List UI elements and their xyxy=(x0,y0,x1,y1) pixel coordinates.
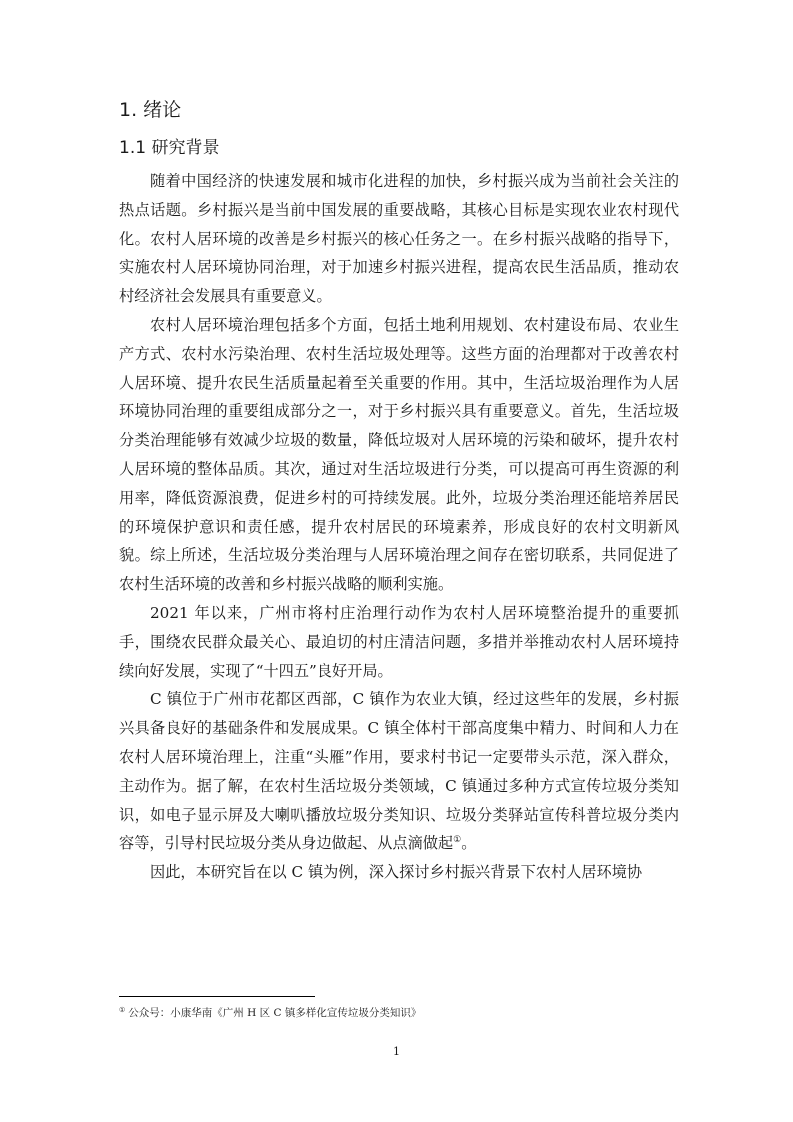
paragraph-5: 因此，本研究旨在以 C 镇为例，深入探讨乡村振兴背景下农村人居环境协 xyxy=(150,863,643,882)
footnote xyxy=(119,1005,421,1021)
paragraph-4-text: C 镇位于广州市花都区西部，C 镇作为农业大镇，经过这些年的发展，乡村振兴具备良好的基础条件和发展成果。C 镇全体村干部高度集中精力、时间和人力在农村人居环境治理上，注重“头雁”作用，要求村书记一定要带头示范，深入群众，主动作为。据了解，在农村生活垃圾分类领域，C 镇通过多种方式宣传垃圾分类知识，如电子显示屏及大喇叭播放垃圾分类知识、垃圾分类驿站宣传科普垃圾分类内容等，引导村民垃圾分类从身边做起、从点滴做起 xyxy=(119,690,679,853)
body-text xyxy=(119,167,679,887)
paragraph-2: 农村人居环境治理包括多个方面，包括土地利用规划、农村建设布局、农业生产方式、农村水污染治理、农村生活垃圾处理等。这些方面的治理都对于改善农村人居环境、提升农民生活质量起着至关重要的作用。其中，生活垃圾治理作为人居环境协同治理的重要组成部分之一，对于乡村振兴具有重要意义。首先，生活垃圾分类治理能够有效减少垃圾的数量，降低垃圾对人居环境的污染和破坏，提升农村人居环境的整体品质。其次，通过对生活垃圾进行分类，可以提高可再生资源的利用率，降低资源浪费，促进乡村的可持续发展。此外，垃圾分类治理还能培养居民的环境保护意识和责任感，提升农村居民的环境素养，形成良好的农村文明新风貌。综上所述，生活垃圾分类治理与人居环境治理之间存在密切联系，共同促进了农村生活环境的改善和乡村振兴战略的顺利实施。 xyxy=(119,315,679,594)
chapter-heading: 1. 绪论 xyxy=(119,99,182,121)
footnote-text: 公众号：小康华南《广州 H 区 C 镇多样化宣传垃圾分类知识》 xyxy=(128,1007,422,1019)
paragraph-3: 2021 年以来，广州市将村庄治理行动作为农村人居环境整治提升的重要抓手，围绕农民群众最关心、最迫切的村庄清洁问题，多措并举推动农村人居环境持续向好发展，实现了“十四五”良好开局。 xyxy=(119,603,679,680)
section-heading: 1.1 研究背景 xyxy=(119,138,220,158)
page-number: 1 xyxy=(393,1045,400,1058)
paragraph-1: 随着中国经济的快速发展和城市化进程的加快，乡村振兴成为当前社会关注的热点话题。乡村振兴是当前中国发展的重要战略，其核心目标是实现农业农村现代化。农村人居环境的改善是乡村振兴的核心任务之一。在乡村振兴战略的指导下，实施农村人居环境协同治理，对于加速乡村振兴进程，提高农民生活品质，推动农村经济社会发展具有重要意义。 xyxy=(119,172,679,306)
paragraph-4: C 镇位于广州市花都区西部，C 镇作为农业大镇，经过这些年的发展，乡村振兴具备良好的基础条件和发展成果。C 镇全体村干部高度集中精力、时间和人力在农村人居环境治理上，注重“头雁”作用，要求村书记一定要带头示范，深入群众，主动作为。据了解，在农村生活垃圾分类领域，C 镇通过多种方式宣传垃圾分类知识，如电子显示屏及大喇叭播放垃圾分类知识、垃圾分类驿站宣传科普垃圾分类内容等，引导村民垃圾分类从身边做起、从点滴做起①。 xyxy=(119,690,679,853)
footnote-reference[interactable]: ① xyxy=(453,835,462,846)
footnote-divider xyxy=(119,996,315,997)
footnote-marker: ① xyxy=(119,1005,126,1014)
